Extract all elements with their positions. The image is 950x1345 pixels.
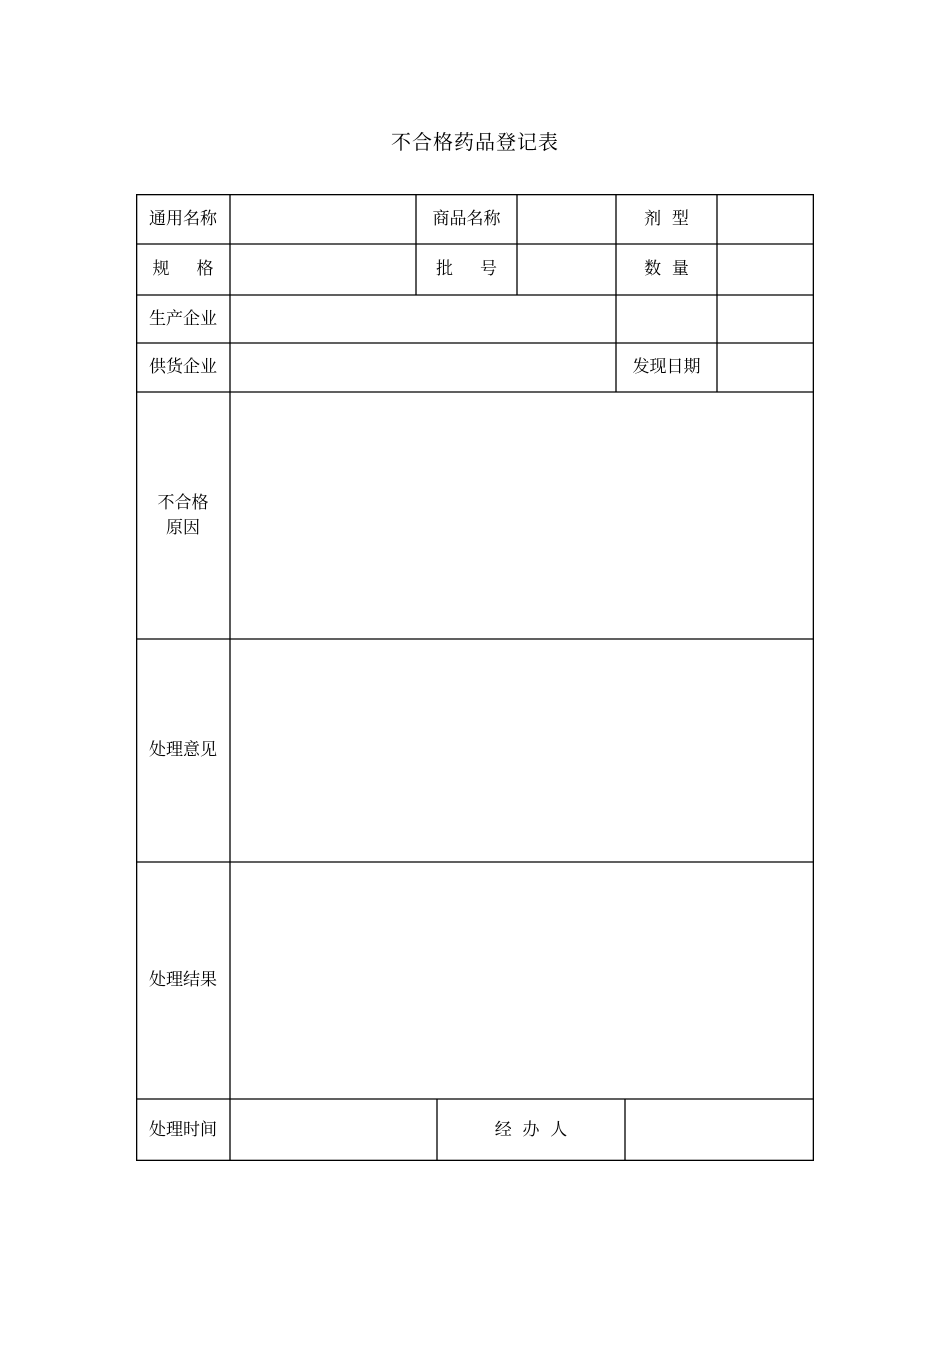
reason-label-line2: 原因 [166,517,200,538]
batch-label: 批 号 [435,259,498,279]
dosage-form-field[interactable] [717,194,814,244]
quantity-field[interactable] [717,244,814,295]
reason-label-line1: 不合格 [157,492,209,513]
spec-label: 规 格 [152,259,214,279]
time-label: 处理时间 [149,1119,217,1140]
batch-field[interactable] [517,244,616,295]
manufacturer-extra-field-2[interactable] [717,295,814,343]
trade-name-field[interactable] [517,194,616,244]
spec-field[interactable] [230,244,416,295]
generic-name-label: 通用名称 [149,208,217,229]
manufacturer-field[interactable] [230,295,616,343]
manufacturer-extra-field[interactable] [616,295,717,343]
result-label: 处理结果 [149,970,217,990]
result-field[interactable] [230,862,814,1099]
manufacturer-label: 生产企业 [149,308,217,329]
opinion-field[interactable] [230,639,814,862]
reason-field[interactable] [230,392,814,639]
found-date-label: 发现日期 [632,357,701,377]
dosage-form-label: 剂 型 [644,208,689,229]
supplier-label: 供货企业 [149,357,217,377]
registration-form [136,194,814,1161]
handler-label: 经 办 人 [494,1119,568,1140]
opinion-label: 处理意见 [149,740,217,760]
handler-field[interactable] [625,1099,814,1161]
time-field[interactable] [230,1099,437,1161]
trade-name-label: 商品名称 [432,208,501,229]
found-date-field[interactable] [717,343,814,392]
supplier-field[interactable] [230,343,616,392]
page-title: 不合格药品登记表 [391,130,559,154]
quantity-label: 数 量 [644,259,689,279]
reason-label [136,392,230,639]
generic-name-field[interactable] [230,194,416,244]
